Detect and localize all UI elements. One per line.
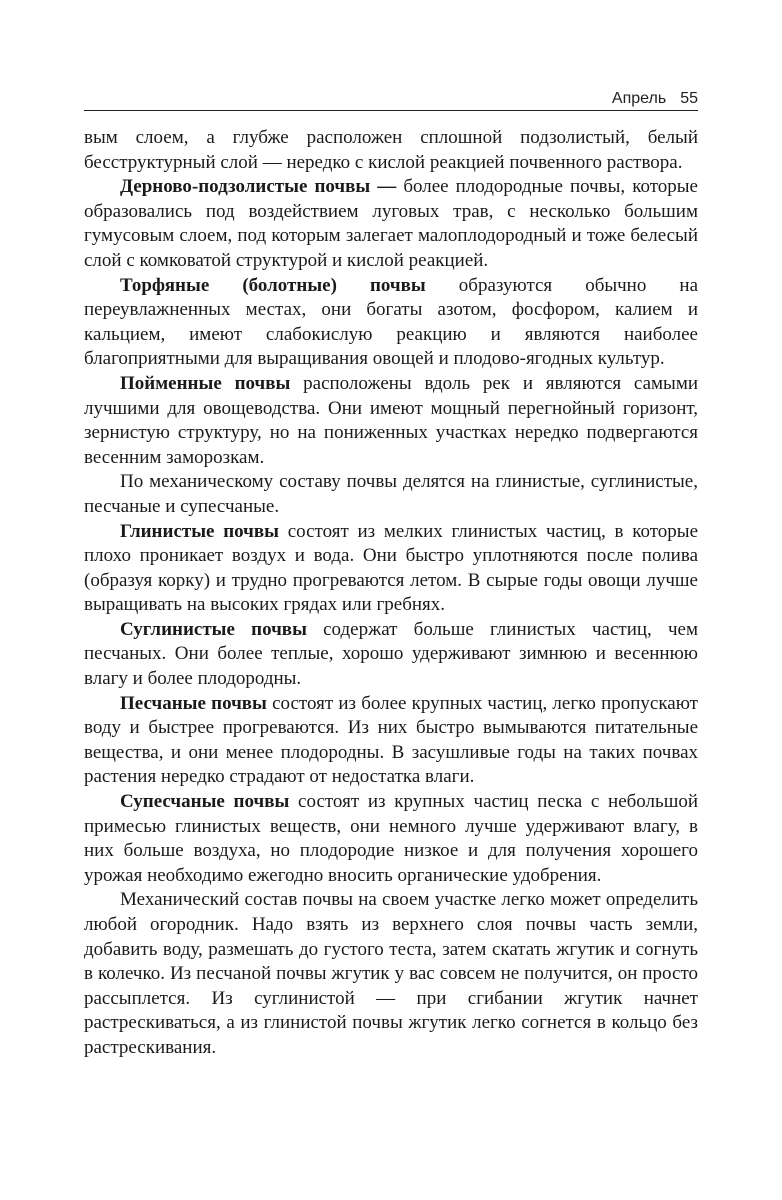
paragraph-text: Механический состав почвы на своем участке легко может определить любой огородник. Надо взять из верхнего слоя почвы часть земли, добавить воду, размешать до густого теста, затем скатать жгутик и согнуть в колечко. Из песчаной почвы жгутик у вас совсем не получится, он просто рассыплется. Из суглинистой — при сгибании жгутик начнет растрескиваться, а из глинистой почвы жгутик легко согнется в кольцо без растрескивания. [84,889,698,1058]
term-sandy-loam: Супесчаные почвы [120,791,290,813]
paragraph-clay [84,520,698,618]
paragraph-sandy [84,692,698,790]
paragraph-continuation [84,126,698,175]
paragraph-text: более плодородные почвы, которые образовались под воздействием луговых трав, с несколько большим гумусовым слоем, под которым залегает малоплодородный и тоже белесый слой с комковатой структурой и кислой реакцией. [84,176,698,271]
header-month: Апрель [611,90,667,107]
paragraph-peat [84,274,698,372]
paragraph-text: состоят из более крупных частиц, легко пропускают воду и быстрее прогреваются. Из них быстро вымываются питательные вещества, и они менее плодородны. В засушливые годы на таких почвах растения нередко страдают от недостатка влаги. [84,692,698,788]
page-number: 55 [680,90,698,107]
body-text [84,126,698,1061]
paragraph-sandy-loam [84,790,698,888]
paragraph-text: содержат больше глинистых частиц, чем песчаных. Они более теплые, хорошо удерживают зимнюю и весеннюю влагу и более плодородны. [84,618,698,690]
paragraph-soil-test [84,888,698,1060]
term-clay: Глинистые почвы [120,520,279,542]
paragraph-mechanical-composition [84,470,698,519]
term-loam: Суглинистые почвы [120,618,307,640]
term-peat: Торфяные (болотные) почвы [120,274,426,296]
paragraph-floodplain [84,372,698,470]
paragraph-text: вым слоем, а глубже расположен сплошной подзолистый, белый бесструктурный слой — нередко с кислой реакцией почвенного раствора. [84,127,698,173]
term-floodplain: Пойменные почвы [120,372,291,394]
paragraph-text: По механическому составу почвы делятся на глинистые, суглинистые, песчаные и супесчаные. [84,471,698,517]
paragraph-text: состоят из крупных частиц песка с небольшой примесью глинистых веществ, они немного лучше удерживают влагу, в них больше воздуха, но плодородие низкое и для получения хорошего урожая необходимо ежегодно вносить органические удобрения. [84,791,699,886]
paragraph-text: расположены вдоль рек и являются самыми лучшими для овощеводства. Они имеют мощный перегнойный горизонт, зернистую структуру, но на пониженных участках нередко подвергаются весенним заморозкам. [84,372,699,468]
term-sod-podzolic: Дерново-подзолистые почвы — [120,176,397,198]
paragraph-text: образуются обычно на переувлажненных местах, они богаты азотом, фосфором, калием и кальцием, имеют слабокислую реакцию и являются наиболее благоприятными для выращивания овощей и плодово-ягодных культур. [84,274,698,370]
paragraph-text: состоят из мелких глинистых частиц, в которые плохо проникает воздух и вода. Они быстро уплотняются после полива (образуя корку) и трудно прогреваются летом. В сырые годы овощи лучше выращивать на высоких грядах или гребнях. [84,520,699,616]
paragraph-loam [84,618,698,692]
term-sandy: Песчаные почвы [120,692,267,714]
paragraph-sod-podzolic [84,175,698,273]
running-header [84,90,698,111]
